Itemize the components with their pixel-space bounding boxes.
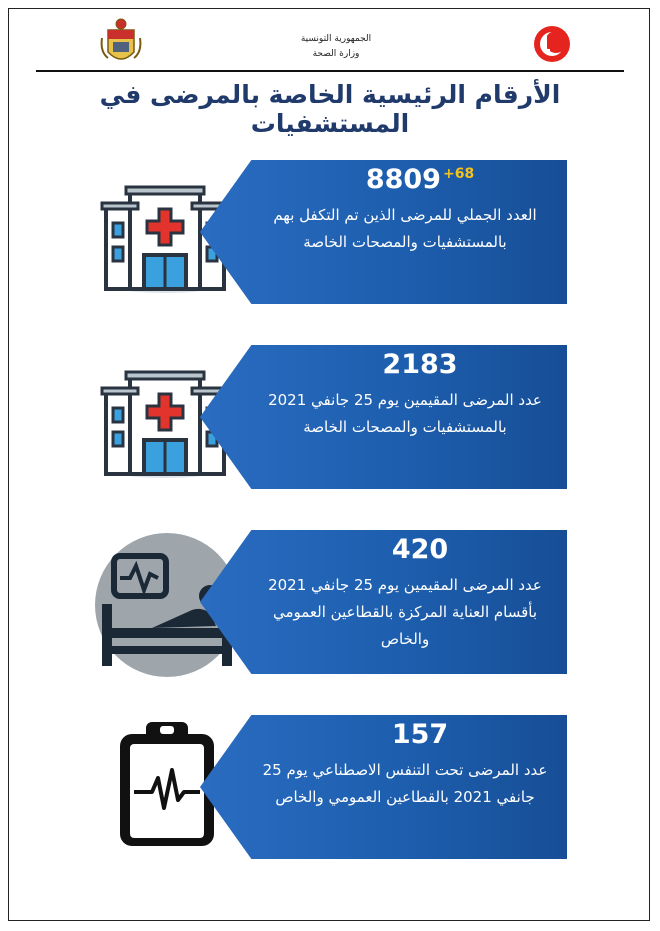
republic-label: الجمهورية التونسية [300, 34, 372, 44]
header [36, 14, 624, 72]
stat-card-icu-patients [200, 530, 567, 674]
stat-card-admitted-patients [200, 345, 567, 489]
ministry-label: وزارة الصحة [312, 49, 360, 59]
stat-card-total-patients [200, 160, 567, 304]
stat-number: 157 [391, 719, 449, 750]
tunisia-coat-of-arms-icon [100, 18, 142, 68]
header-divider [36, 70, 624, 72]
stat-description: عدد المرضى المقيمين يوم 25 جانفي 2021 بالمستشفيات والمصحات الخاصة [268, 391, 542, 436]
stat-description: العدد الجملي للمرضى الذين تم التكفل بهم بالمستشفيات والمصحات الخاصة [273, 206, 537, 251]
stat-delta: +68 [442, 166, 475, 182]
stat-card-ventilated-patients [200, 715, 567, 859]
ministry-header-text [236, 32, 436, 62]
stat-description: عدد المرضى تحت التنفس الاصطناعي يوم 25 جانفي 2021 بالقطاعين العمومي والخاص [262, 761, 548, 806]
stat-value [320, 164, 520, 196]
stat-number: 420 [391, 534, 449, 565]
stat-description: عدد المرضى المقيمين يوم 25 جانفي 2021 بأقسام العناية المركزة بالقطاعين العمومي والخاص [268, 576, 542, 648]
stat-number: 8809 [365, 164, 441, 195]
red-crescent-logo-icon [532, 24, 572, 64]
stat-number: 2183 [382, 349, 458, 380]
page-title: الأرقام الرئيسية الخاصة بالمرضى في المستشفيات [99, 80, 561, 138]
